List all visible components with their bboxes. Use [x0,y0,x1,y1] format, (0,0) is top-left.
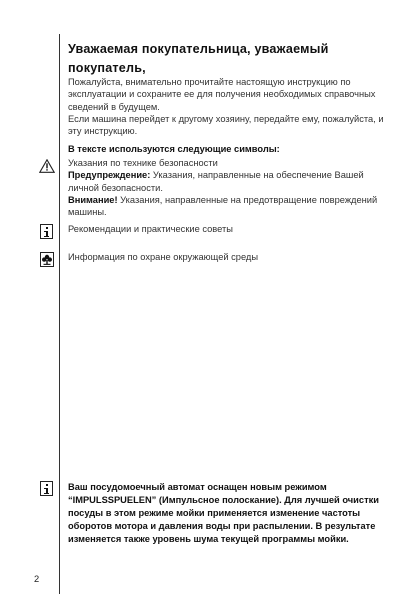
info-icon [40,481,54,495]
page-number: 2 [34,574,40,584]
safety-warning [68,169,388,194]
intro-paragraph-1: Пожалуйста, внимательно прочитайте настоящую инструкцию по эксплуатации и сохраните ее для получения необходимых справочных сведений в будущем. [68,77,376,112]
tips-description: Рекомендации и практические советы [68,224,233,234]
page-heading: Уважаемая покупательница, уважаемый покупатель, [68,42,329,75]
impulsspuelen-note: Ваш посудомоечный автомат оснащен новым режимом “IMPULSSPUELEN” (Импульсное полоскание). Для лучшей очистки посуды в этом режиме мойки применяется изменение частоты оборотов мотора и давления воды при распылении. В результате изменяется также уровень шума текущей программы мойки. [68,482,379,544]
safety-title: Указания по технике безопасности [68,158,218,168]
environment-description: Информация по охране окружающей среды [68,252,259,262]
symbols-heading: В тексте используются следующие символы: [68,144,280,154]
warning-label: Предупреждение: [68,170,151,181]
caution-label: Внимание! [68,194,118,205]
warning-triangle-icon [39,159,55,173]
safety-description [68,157,388,218]
environment-icon [40,252,54,266]
info-icon [40,224,54,238]
intro-text [68,76,388,137]
intro-paragraph-2: Если машина перейдет к другому хозяину, передайте ему, пожалуйста, и эту инструкцию. [68,113,384,137]
safety-caution [68,194,388,219]
margin-rule [59,34,60,594]
warning-text: Указания, направленные на обеспечение Вашей личной безопасности. [68,170,364,193]
caution-text: Указания, направленные на предотвращение повреждений машины. [68,194,378,218]
